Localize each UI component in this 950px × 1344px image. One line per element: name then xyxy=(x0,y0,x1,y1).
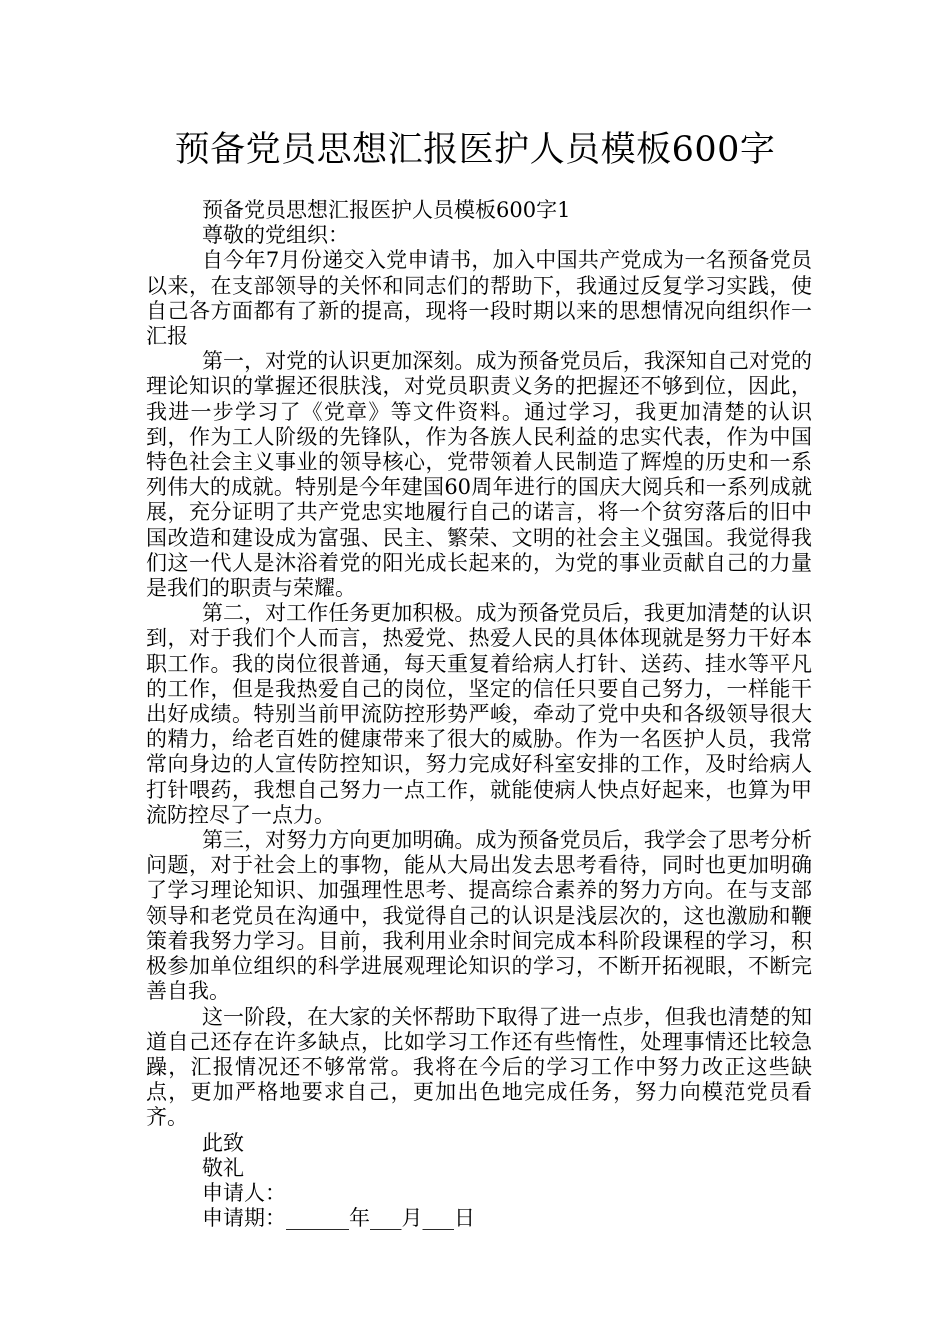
regards: 敬礼 xyxy=(202,1155,244,1180)
document-body xyxy=(146,198,812,1231)
paragraph-intro: 自今年7月份递交入党申请书，加入中国共产党成为一名预备党员以来，在支部领导的关怀和同志们的帮助下，我通过反复学习实践，使自己各方面都有了新的提高，现将一段时期以来的思想情况向组织作一汇报 xyxy=(146,248,812,349)
paragraph-second: 第二，对工作任务更加积极。成为预备党员后，我更加清楚的认识到，对于我们个人而言，热爱党、热爱人民的具体体现就是努力干好本职工作。我的岗位很普通，每天重复着给病人打针、送药、挂水等平凡的工作，但是我热爱自己的岗位，坚定的信任只要自己努力，一样能干出好成绩。特别当前甲流防控形势严峻，牵动了党中央和各级领导很大的精力，给老百姓的健康带来了很大的威胁。作为一名医护人员，我常常向身边的人宣传防控知识，努力完成好科室安排的工作，及时给病人打针喂药，我想自己努力一点工作，就能使病人快点好起来，也算为甲流防控尽了一点力。 xyxy=(146,601,812,827)
closing: 此致 xyxy=(202,1130,244,1155)
salutation: 尊敬的党组织： xyxy=(202,223,349,248)
paragraph-first: 第一，对党的认识更加深刻。成为预备党员后，我深知自己对党的理论知识的掌握还很肤浅，对党员职责义务的把握还不够到位，因此，我进一步学习了《党章》等文件资料。通过学习，我更加清楚的认识到，作为工人阶级的先锋队，作为各族人民利益的忠实代表，作为中国特色社会主义事业的领导核心，党带领着人民制造了辉煌的历史和一系列伟大的成就。特别是今年建国60周年进行的国庆大阅兵和一系列成就展，充分证明了共产党忠实地履行自己的诺言，将一个贫穷落后的旧中国改造和建设成为富强、民主、繁荣、文明的社会主义强国。我觉得我们这一代人是沐浴着党的阳光成长起来的，为党的事业贡献自己的力量是我们的职责与荣耀。 xyxy=(146,349,812,601)
paragraph-summary: 这一阶段，在大家的关怀帮助下取得了进一点步，但我也清楚的知道自己还存在许多缺点，比如学习工作还有些惰性，处理事情还比较急躁，汇报情况还不够常常。我将在今后的学习工作中努力改正这些缺点，更加严格地要求自己，更加出色地完成任务，努力向模范党员看齐。 xyxy=(146,1004,812,1130)
document-subtitle: 预备党员思想汇报医护人员模板600字1 xyxy=(202,198,571,222)
paragraph-third: 第三，对努力方向更加明确。成为预备党员后，我学会了思考分析问题，对于社会上的事物，能从大局出发去思考看待，同时也更加明确了学习理论知识、加强理性思考、提高综合素养的努力方向。在与支部领导和老党员在沟通中，我觉得自己的认识是浅层次的，这也激励和鞭策着我努力学习。目前，我利用业余时间完成本科阶段课程的学习，积极参加单位组织的科学进展观理论知识的学习，不断开拓视眼，不断完善自我。 xyxy=(146,828,812,1004)
applicant-line: 申请人： xyxy=(202,1180,286,1205)
document-title: 预备党员思想汇报医护人员模板600字 xyxy=(174,130,776,170)
date-line: 申请期：______年___月___日 xyxy=(202,1206,475,1231)
